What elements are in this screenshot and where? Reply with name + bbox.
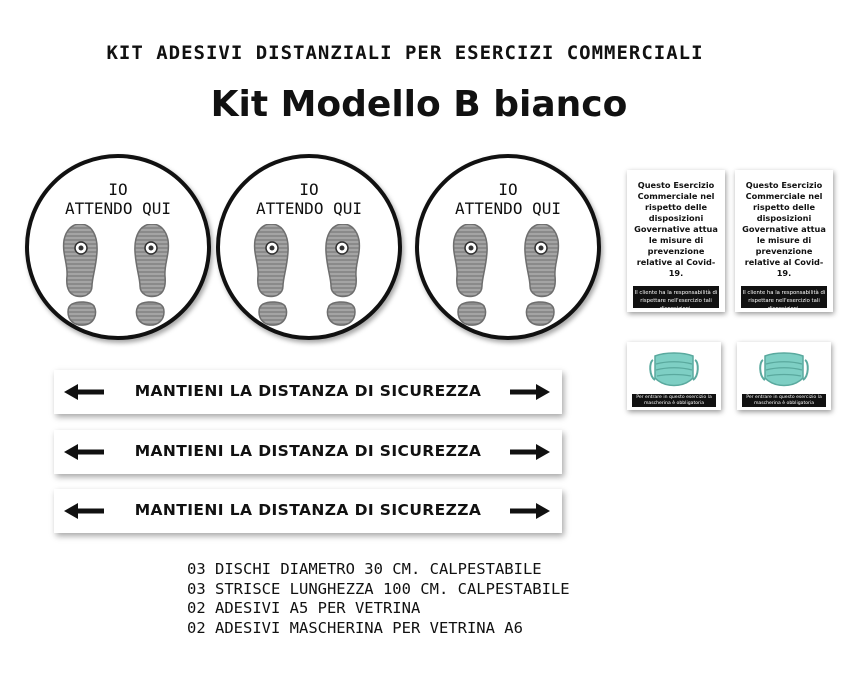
footprints-icon <box>448 224 568 328</box>
disc-line-1: IO <box>299 180 319 199</box>
strip-label: MANTIENI LA DISTANZA DI SICUREZZA <box>134 442 482 460</box>
strip-label: MANTIENI LA DISTANZA DI SICUREZZA <box>134 382 482 400</box>
arrow-left-icon <box>62 501 106 521</box>
mask-footer: Per entrare in questo esercizio la mascherina è obbligatoria <box>632 394 716 407</box>
arrow-right-icon <box>508 382 552 402</box>
kit-title: Kit Modello B bianco <box>210 84 628 125</box>
arrow-right-icon <box>508 442 552 462</box>
mask-sticker <box>737 342 831 410</box>
face-mask-icon <box>757 348 811 392</box>
kit-subtitle: KIT ADESIVI DISTANZIALI PER ESERCIZI COMMERCIALI <box>106 42 704 64</box>
window-notice <box>627 170 725 312</box>
distance-strip <box>54 489 562 533</box>
footprints-icon <box>58 224 178 328</box>
disc-line-2: ATTENDO QUI <box>256 199 362 218</box>
contents-item: 03 DISCHI DIAMETRO 30 CM. CALPESTABILE <box>187 560 542 578</box>
kit-contents-list <box>187 560 570 638</box>
footprints-icon <box>249 224 369 328</box>
distance-strip <box>54 430 562 474</box>
arrow-left-icon <box>62 442 106 462</box>
disc-line-2: ATTENDO QUI <box>65 199 171 218</box>
mask-footer: Per entrare in questo esercizio la mascherina è obbligatoria <box>742 394 826 407</box>
contents-item: 03 STRISCE LUNGHEZZA 100 CM. CALPESTABILE <box>187 579 570 598</box>
notice-text: Questo Esercizio Commerciale nel rispetto delle disposizioni Governative attua le misure di prevenzione relative al Covid-19. <box>634 180 718 278</box>
mask-sticker <box>627 342 721 410</box>
disc-sticker <box>415 154 601 340</box>
notice-footer: Il cliente ha la responsabilità di rispettare nell'esercizio tali disposizioni. <box>741 286 827 308</box>
disc-line-2: ATTENDO QUI <box>455 199 561 218</box>
contents-item: 02 ADESIVI MASCHERINA PER VETRINA A6 <box>187 618 523 637</box>
window-notice <box>735 170 833 312</box>
disc-sticker <box>216 154 402 340</box>
notice-footer: Il cliente ha la responsabilità di rispettare nell'esercizio tali disposizioni. <box>633 286 719 308</box>
strip-label: MANTIENI LA DISTANZA DI SICUREZZA <box>134 501 482 519</box>
disc-line-1: IO <box>498 180 518 199</box>
notice-text: Questo Esercizio Commerciale nel rispetto delle disposizioni Governative attua le misure di prevenzione relative al Covid-19. <box>742 180 826 278</box>
face-mask-icon <box>647 348 701 392</box>
arrow-left-icon <box>62 382 106 402</box>
disc-sticker <box>25 154 211 340</box>
contents-item: 02 ADESIVI A5 PER VETRINA <box>187 599 421 617</box>
disc-line-1: IO <box>108 180 128 199</box>
arrow-right-icon <box>508 501 552 521</box>
distance-strip <box>54 370 562 414</box>
